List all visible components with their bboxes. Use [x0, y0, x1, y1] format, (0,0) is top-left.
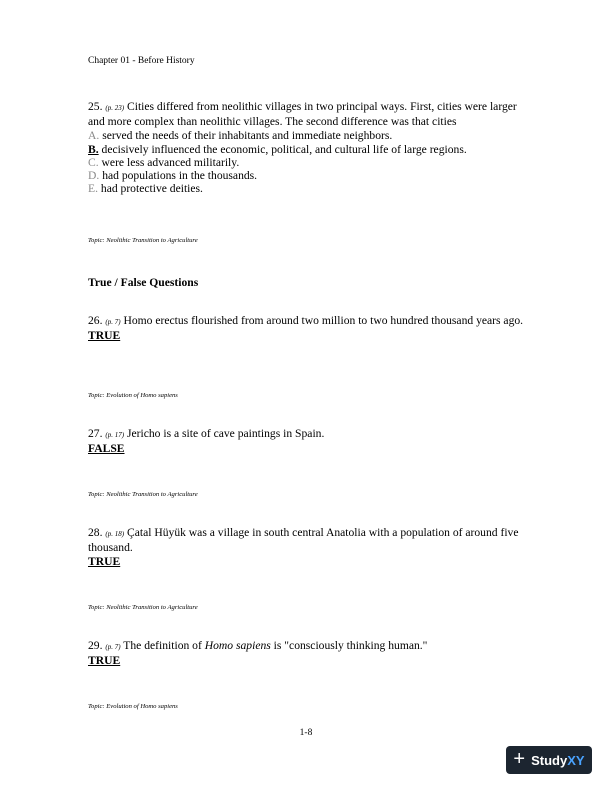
option-letter: D. — [88, 169, 100, 183]
question-text: Homo erectus flourished from around two million to two hundred thousand years ago. — [123, 314, 524, 327]
page-reference: (p. 23) — [105, 104, 125, 112]
plus-icon: + — [513, 748, 526, 770]
question-number: 27. — [88, 427, 103, 440]
answer: TRUE — [88, 555, 121, 569]
page-reference: (p. 17) — [105, 431, 125, 439]
option-text: decisively influenced the economic, political, and cultural life of large regions. — [101, 142, 467, 156]
page-header: Chapter 01 - Before History — [88, 56, 195, 66]
brand-name-b: XY — [567, 752, 585, 768]
page-reference: (p. 18) — [105, 530, 125, 538]
studyxy-logo-badge[interactable] — [506, 746, 592, 774]
question-text-before: The definition of — [123, 639, 205, 652]
option-c — [88, 156, 528, 169]
page-reference: (p. 7) — [105, 643, 121, 651]
option-a — [88, 129, 528, 142]
option-text: had protective deities. — [100, 182, 203, 196]
topic-label: Topic: Evolution of Homo sapiens — [88, 703, 178, 710]
option-text: had populations in the thousands. — [102, 169, 258, 183]
question-text-italic: Homo sapiens — [204, 639, 271, 652]
question-26 — [88, 314, 528, 343]
answer: TRUE — [88, 654, 121, 668]
question-text-after: is "consciously thinking human." — [270, 639, 428, 652]
brand-name-a: Study — [531, 752, 568, 768]
page-number: 1-8 — [299, 728, 313, 738]
option-letter-correct: B. — [88, 142, 99, 156]
topic-label: Topic: Neolithic Transition to Agriculture — [88, 604, 198, 611]
question-text: Jericho is a site of cave paintings in Spain. — [126, 427, 325, 440]
question-number: 29. — [88, 639, 103, 652]
question-text: Çatal Hüyük was a village in south central Anatolia with a population of around five thousand. — [88, 526, 519, 555]
option-letter: C. — [88, 155, 99, 169]
question-28 — [88, 526, 528, 570]
option-text: were less advanced militarily. — [101, 155, 240, 169]
option-d — [88, 169, 528, 182]
option-letter: E. — [88, 182, 98, 196]
topic-label: Topic: Evolution of Homo sapiens — [88, 392, 178, 399]
topic-label: Topic: Neolithic Transition to Agriculture — [88, 491, 198, 498]
question-number: 25. — [88, 100, 103, 113]
answer: FALSE — [88, 442, 125, 456]
option-letter: A. — [88, 129, 100, 143]
page-reference: (p. 7) — [105, 318, 121, 326]
question-27 — [88, 427, 528, 456]
answer: TRUE — [88, 329, 121, 343]
question-number: 26. — [88, 314, 103, 327]
section-title: True / False Questions — [88, 276, 199, 289]
topic-label: Topic: Neolithic Transition to Agriculture — [88, 237, 198, 244]
option-text: served the needs of their inhabitants and immediate neighbors. — [102, 129, 393, 143]
option-b — [88, 143, 528, 156]
question-25 — [88, 100, 528, 195]
question-29 — [88, 639, 528, 668]
option-e — [88, 182, 528, 195]
brand-name — [531, 753, 584, 768]
question-number: 28. — [88, 526, 103, 539]
question-text: Cities differed from neolithic villages in two principal ways. First, cities were larger and more complex than neolithic villages. The second difference was that cities — [88, 100, 517, 129]
